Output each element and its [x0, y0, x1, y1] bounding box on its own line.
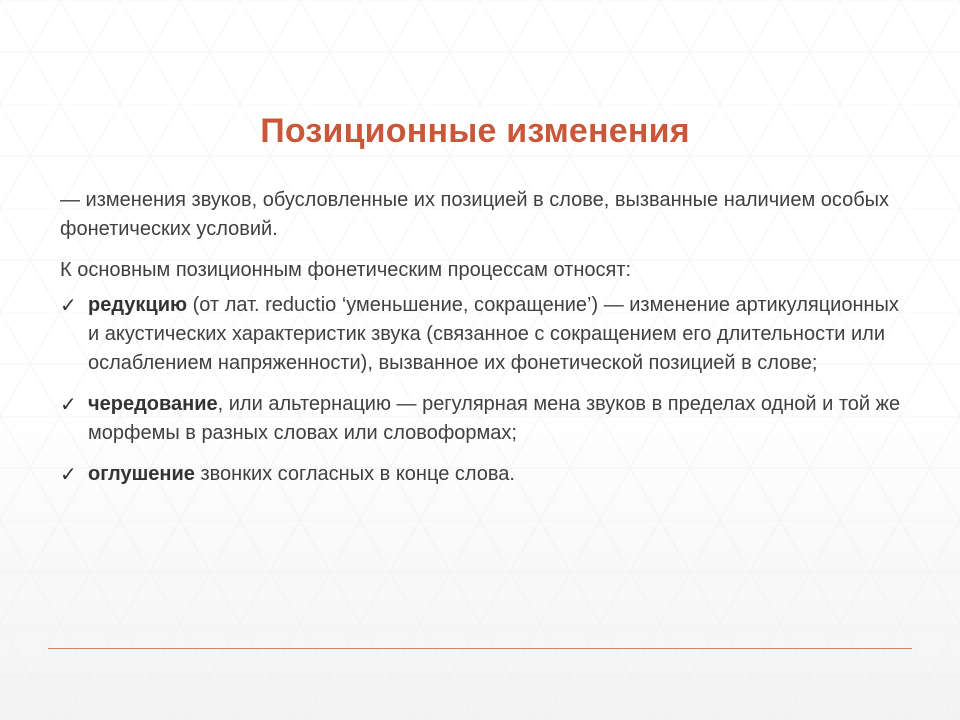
- item-text: звонких согласных в конце слова.: [194, 463, 515, 485]
- item-text: (от лат. reductio ‘уменьшение, сокращение’) — изменение артикуляционных и акустических характеристик звука (связанное с сокращением его длительности или ослаблением напряженности), вызванное их фонетической позицией в слове;: [88, 294, 899, 374]
- checkmark-icon: ✓: [60, 293, 77, 317]
- item-term: чередование: [88, 393, 218, 415]
- slide-content: [60, 186, 910, 501]
- checkmark-icon: ✓: [60, 462, 77, 486]
- page-title: Позиционные изменения: [260, 112, 690, 150]
- definition-text: — изменения звуков, обусловленные их позицией в слове, вызванные наличием особых фонетических условий.: [60, 189, 890, 240]
- item-text: , или альтернацию — регулярная мена звуков в пределах одной и той же морфемы в разных словах или словоформах;: [88, 393, 901, 444]
- intro-text: К основным позиционным фонетическим процессам относят:: [60, 259, 632, 281]
- list-item: [60, 460, 910, 489]
- list-item: [60, 291, 910, 378]
- item-term: редукцию: [88, 294, 188, 316]
- checkmark-icon: ✓: [60, 392, 77, 416]
- list-item: [60, 390, 910, 448]
- item-term: оглушение: [88, 463, 195, 485]
- footer-divider: [48, 648, 912, 649]
